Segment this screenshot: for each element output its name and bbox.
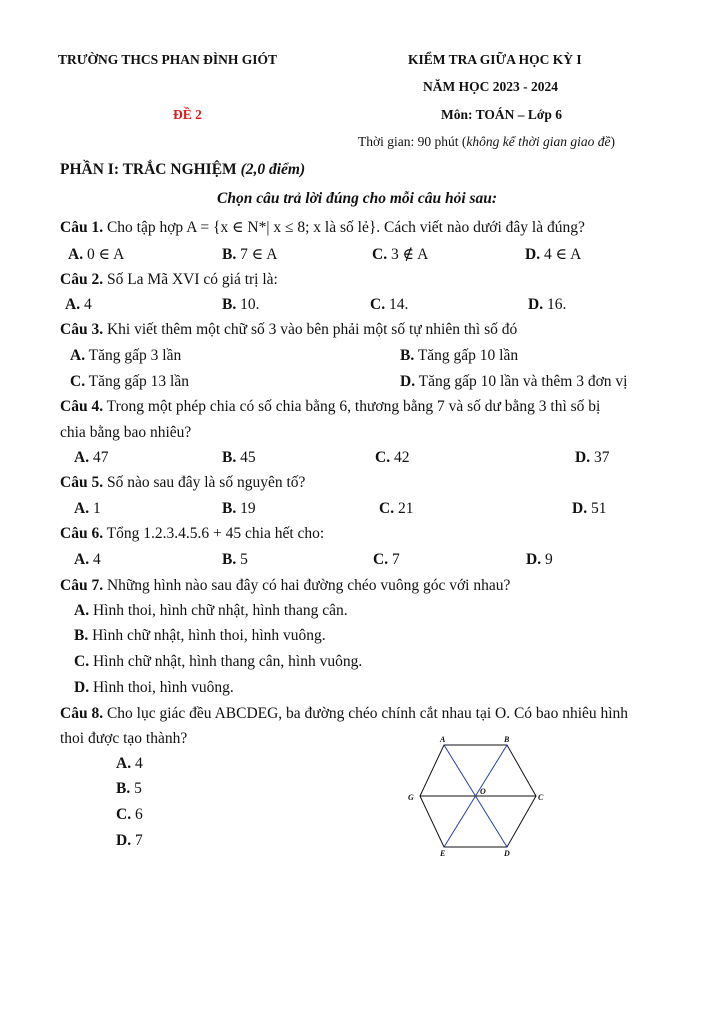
option-text: 10.	[236, 296, 260, 313]
option-key: B.	[74, 627, 89, 644]
option-text: 7 ∈ A	[236, 246, 278, 263]
question-text: Những hình nào sau đây có hai đường chéo vuông góc với nhau?	[103, 577, 511, 594]
q3-option-d[interactable]	[400, 373, 627, 391]
question-text: Trong một phép chia có số chia bằng 6, thương bằng 7 và số dư bằng 3 thì số bị	[103, 398, 601, 415]
option-key: B.	[116, 780, 131, 797]
option-key: B.	[222, 551, 237, 568]
q7-option-b[interactable]	[74, 627, 326, 645]
q2-option-c[interactable]	[370, 296, 408, 314]
option-key: B.	[222, 296, 237, 313]
question-label: Câu 1.	[60, 219, 104, 236]
q3-option-a[interactable]	[70, 347, 181, 365]
option-key: B.	[222, 246, 237, 263]
option-key: A.	[74, 500, 90, 517]
option-key: C.	[74, 653, 90, 670]
time-line	[358, 134, 615, 150]
option-key: A.	[116, 755, 132, 772]
option-key: C.	[375, 449, 391, 466]
option-text: 5	[236, 551, 248, 568]
option-text: Tăng gấp 13 lần	[85, 373, 189, 390]
vertex-label-d: D	[504, 849, 510, 858]
q7-option-a[interactable]	[74, 602, 348, 620]
option-text: Tăng gấp 10 lần	[414, 347, 519, 364]
question-text: Cho lục giác đều ABCDEG, ba đường chéo chính cắt nhau tại O. Có bao nhiêu hình	[103, 705, 629, 722]
option-text: 45	[236, 449, 256, 466]
q8-option-b[interactable]	[116, 780, 142, 798]
question-3	[60, 321, 517, 339]
q5-option-d[interactable]	[572, 500, 606, 518]
option-text: Tăng gấp 10 lần và thêm 3 đơn vị	[415, 373, 628, 390]
option-key: A.	[68, 246, 84, 263]
q5-option-c[interactable]	[379, 500, 413, 518]
question-text: Số nào sau đây là số nguyên tố?	[103, 474, 306, 491]
option-key: A.	[65, 296, 81, 313]
option-key: A.	[74, 602, 90, 619]
question-1	[60, 218, 585, 237]
part1-points: (2,0 điểm)	[240, 161, 306, 178]
option-text: 14.	[385, 296, 409, 313]
option-text: Tăng gấp 3 lần	[85, 347, 182, 364]
option-key: D.	[575, 449, 591, 466]
option-text: Hình chữ nhật, hình thoi, hình vuông.	[88, 627, 326, 644]
q1-option-d[interactable]	[525, 245, 581, 264]
q1-option-c[interactable]	[372, 245, 428, 264]
option-text: 7	[388, 551, 400, 568]
vertex-label-o: O	[480, 787, 486, 796]
question-label: Câu 7.	[60, 577, 104, 594]
option-text: 1	[89, 500, 101, 517]
option-text: Hình thoi, hình chữ nhật, hình thang cân.	[89, 602, 348, 619]
option-key: C.	[370, 296, 386, 313]
q2-option-d[interactable]	[528, 296, 566, 314]
school-name: TRƯỜNG THCS PHAN ĐÌNH GIÓT	[58, 52, 278, 67]
option-text: 0 ∈ A	[83, 246, 125, 263]
option-key: D.	[526, 551, 542, 568]
question-text: Số La Mã XVI có giá trị là:	[103, 271, 278, 288]
question-8	[60, 705, 628, 723]
option-text: 4	[80, 296, 92, 313]
option-key: D.	[74, 679, 90, 696]
question-text: Khi viết thêm một chữ số 3 vào bên phải một số tự nhiên thì số đó	[103, 321, 518, 338]
option-key: C.	[70, 373, 86, 390]
option-text: 4	[131, 755, 143, 772]
part1-title: PHẦN I: TRẮC NGHIỆM	[60, 161, 241, 178]
q6-option-a[interactable]	[74, 551, 101, 569]
question-5	[60, 474, 305, 492]
school-year: NĂM HỌC 2023 - 2024	[423, 79, 558, 94]
option-key: D.	[528, 296, 544, 313]
option-key: A.	[74, 551, 90, 568]
exam-title: KIỂM TRA GIỮA HỌC KỲ I	[408, 52, 582, 67]
q6-option-d[interactable]	[526, 551, 553, 569]
question-label: Câu 6.	[60, 525, 104, 542]
question-4-continued: chia bằng bao nhiêu?	[60, 424, 192, 441]
exam-code: ĐỀ 2	[173, 107, 202, 122]
option-key: C.	[116, 806, 132, 823]
q8-option-a[interactable]	[116, 755, 143, 773]
q3-option-b[interactable]	[400, 347, 518, 365]
question-label: Câu 8.	[60, 705, 104, 722]
vertex-label-c: C	[538, 793, 544, 802]
question-label: Câu 3.	[60, 321, 104, 338]
vertex-label-a: A	[440, 735, 446, 744]
q5-option-a[interactable]	[74, 500, 101, 518]
subject-line: Môn: TOÁN – Lớp 6	[441, 107, 562, 122]
option-text: 4	[89, 551, 101, 568]
option-key: A.	[70, 347, 86, 364]
option-text: 7	[131, 832, 143, 849]
option-key: C.	[373, 551, 389, 568]
option-text: 19	[236, 500, 256, 517]
q3-option-c[interactable]	[70, 373, 189, 391]
option-text: 3 ∉ A	[387, 246, 429, 263]
question-4	[60, 398, 600, 416]
vertex-label-b: B	[504, 735, 510, 744]
question-7	[60, 577, 510, 595]
option-key: B.	[222, 500, 237, 517]
question-label: Câu 5.	[60, 474, 104, 491]
option-key: D.	[572, 500, 588, 517]
option-text: 5	[130, 780, 142, 797]
q2-option-a[interactable]	[65, 296, 92, 314]
q4-option-d[interactable]	[575, 449, 609, 467]
q2-option-b[interactable]	[222, 296, 259, 314]
question-2	[60, 271, 278, 289]
time-prefix: Thời gian: 90 phút (	[358, 134, 467, 149]
option-key: D.	[400, 373, 416, 390]
question-text: Tổng 1.2.3.4.5.6 + 45 chia hết cho:	[103, 525, 325, 542]
question-label: Câu 2.	[60, 271, 104, 288]
time-suffix: )	[610, 134, 615, 149]
question-6	[60, 525, 324, 543]
q4-option-b[interactable]	[222, 449, 256, 467]
option-key: D.	[525, 246, 541, 263]
option-key: C.	[372, 246, 388, 263]
q1-option-a[interactable]	[68, 245, 124, 264]
option-text: 6	[131, 806, 143, 823]
option-text: Hình thoi, hình vuông.	[89, 679, 234, 696]
option-key: B.	[222, 449, 237, 466]
q4-option-c[interactable]	[375, 449, 409, 467]
hexagon-figure	[400, 732, 550, 862]
q8-option-c[interactable]	[116, 806, 143, 824]
option-key: B.	[400, 347, 415, 364]
part1-instruction: Chọn câu trả lời đúng cho mỗi câu hỏi sau:	[217, 190, 498, 207]
option-text: Hình chữ nhật, hình thang cân, hình vuông.	[89, 653, 363, 670]
option-text: 4 ∈ A	[540, 246, 582, 263]
option-key: D.	[116, 832, 132, 849]
option-key: A.	[74, 449, 90, 466]
question-8-continued: thoi được tạo thành?	[60, 730, 188, 747]
part1-heading	[60, 161, 305, 179]
option-text: 51	[587, 500, 607, 517]
q6-option-b[interactable]	[222, 551, 248, 569]
option-text: 16.	[543, 296, 567, 313]
q8-option-d[interactable]	[116, 832, 143, 850]
option-text: 9	[541, 551, 553, 568]
q6-option-c[interactable]	[373, 551, 400, 569]
option-text: 37	[590, 449, 610, 466]
q7-option-c[interactable]	[74, 653, 362, 671]
q7-option-d[interactable]	[74, 679, 234, 697]
question-label: Câu 4.	[60, 398, 104, 415]
option-text: 42	[390, 449, 410, 466]
time-note: không kể thời gian giao đề	[466, 134, 611, 149]
q5-option-b[interactable]	[222, 500, 256, 518]
option-key: C.	[379, 500, 395, 517]
option-text: 47	[89, 449, 109, 466]
vertex-label-e: E	[440, 849, 446, 858]
q1-option-b[interactable]	[222, 245, 277, 264]
vertex-label-g: G	[408, 793, 414, 802]
q4-option-a[interactable]	[74, 449, 108, 467]
option-text: 21	[394, 500, 414, 517]
question-text: Cho tập hợp A = {x ∈ N*| x ≤ 8; x là số lẻ}. Cách viết nào dưới đây là đúng?	[103, 219, 585, 236]
